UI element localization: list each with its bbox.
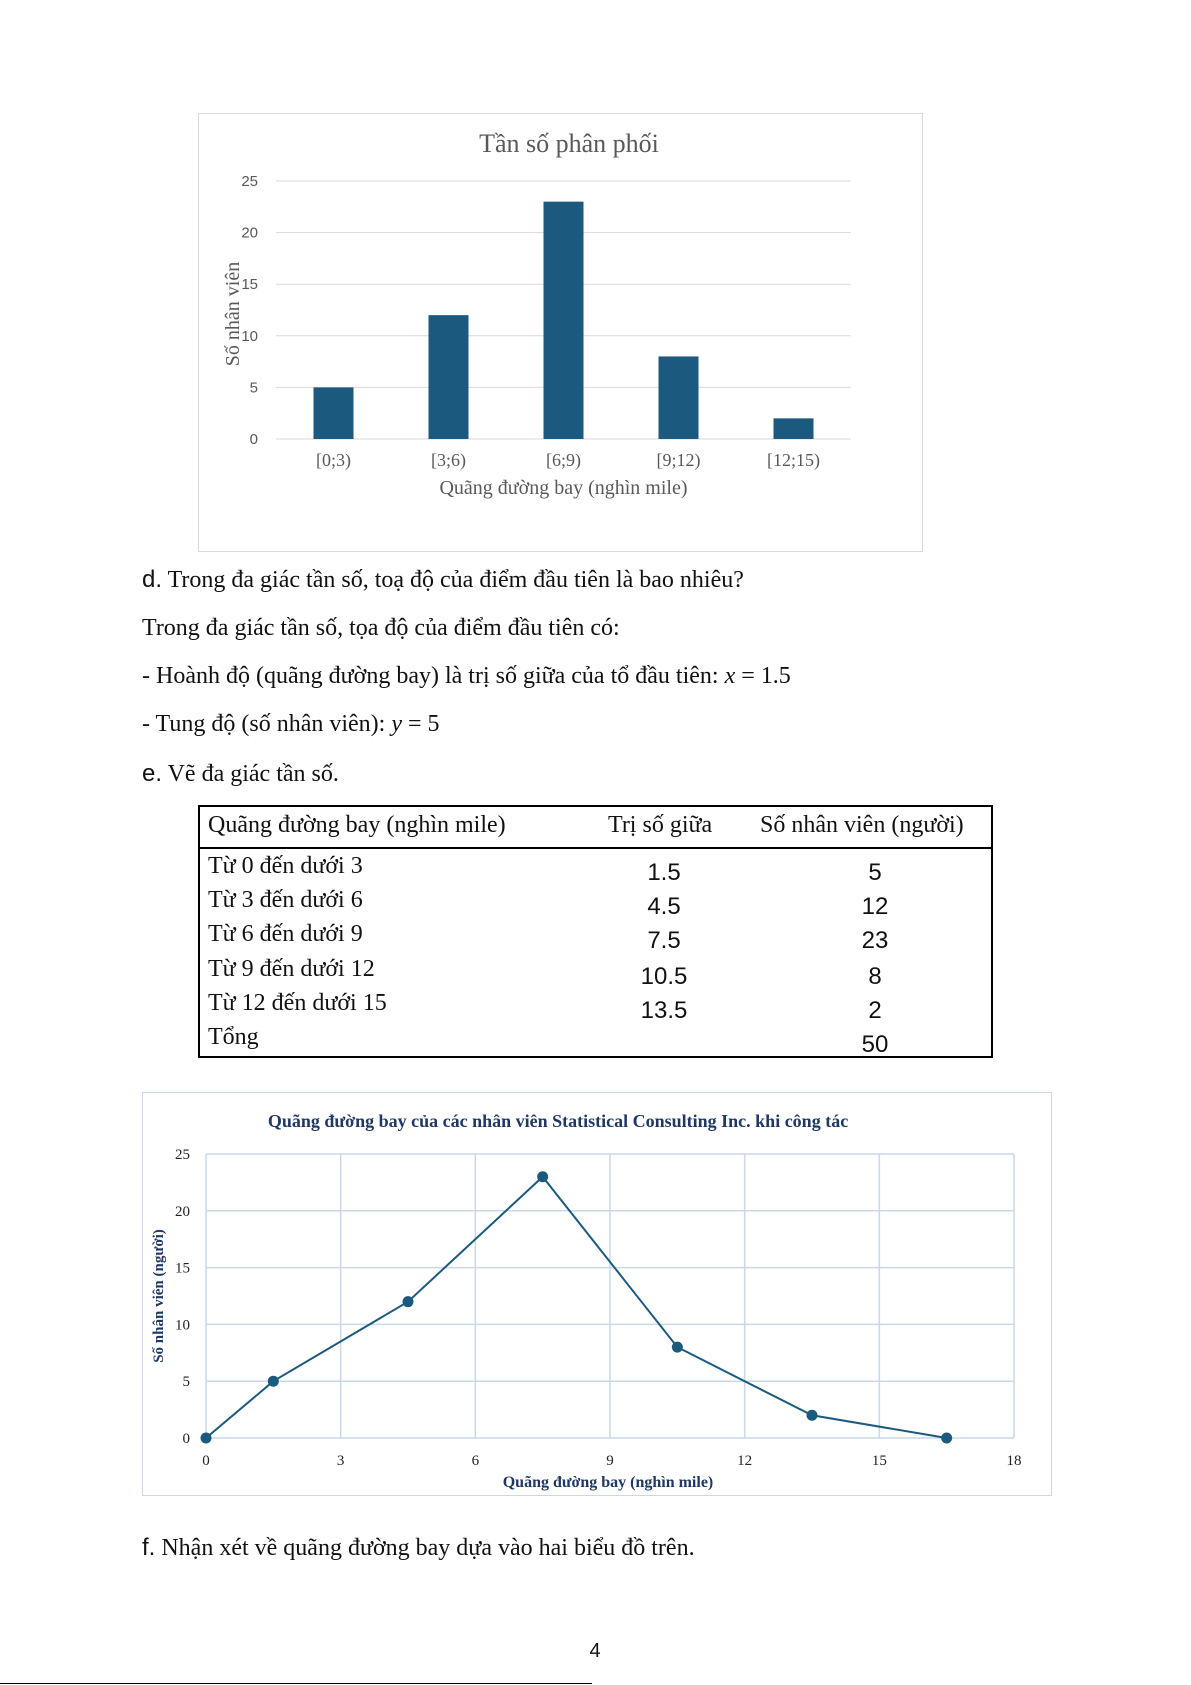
- question-d-text: Trong đa giác tần số, toạ độ của điểm đầu tiên là bao nhiêu?: [167, 567, 744, 593]
- table-header-count: Số nhân viên (người): [760, 812, 964, 838]
- frequency-polygon-chart: [142, 1092, 1052, 1496]
- x-tick-label: [0;3): [316, 450, 351, 470]
- table-header-row: [200, 807, 991, 849]
- table-cell-total-label: Tổng: [208, 1024, 259, 1050]
- table-cell-count: 12: [861, 893, 889, 920]
- data-point: [201, 1433, 212, 1444]
- x-tick-label: 9: [606, 1453, 614, 1469]
- bar: [314, 387, 354, 439]
- table-cell-count: 5: [868, 859, 882, 886]
- data-point: [268, 1376, 279, 1387]
- question-e-text: Vẽ đa giác tần số.: [167, 761, 339, 787]
- y-tick-label: 20: [241, 224, 258, 242]
- x-tick-label: [9;12): [656, 450, 701, 470]
- answer-x-text: - Hoành độ (quãng đường bay) là trị số giữa của tổ đầu tiên:: [142, 663, 725, 689]
- x-tick-label: 18: [1006, 1453, 1022, 1469]
- question-e: [142, 759, 339, 789]
- chart-title: Quãng đường bay của các nhân viên Statistical Consulting Inc. khi công tác: [267, 1111, 849, 1131]
- x-tick-label: 15: [871, 1453, 887, 1469]
- answer-y-value: = 5: [402, 711, 440, 737]
- x-tick-label: 3: [336, 1453, 345, 1469]
- y-tick-label: 5: [249, 379, 258, 397]
- y-tick-label: 10: [175, 1317, 190, 1334]
- x-tick-label: 0: [202, 1453, 210, 1469]
- table-cell-count: 8: [868, 963, 882, 990]
- line-chart-svg: [143, 1093, 1051, 1495]
- table-header-distance: Quãng đường bay (nghìn mile): [208, 812, 506, 838]
- y-tick-label: 10: [241, 327, 258, 345]
- table-cell-count: 23: [861, 927, 889, 954]
- answer-intro: Trong đa giác tần số, tọa độ của điểm đầu tiên có:: [142, 615, 620, 641]
- chart-title: Tần số phân phối: [479, 129, 659, 158]
- table-cell-interval: Từ 12 đến dưới 15: [208, 990, 387, 1016]
- data-point: [537, 1171, 548, 1182]
- y-axis-title: Số nhân viên: [222, 261, 244, 367]
- page-number: 4: [589, 1640, 601, 1662]
- bar: [659, 356, 699, 439]
- bar: [774, 418, 814, 439]
- table-cell-interval: Từ 0 đến dưới 3: [208, 853, 363, 879]
- data-point: [807, 1410, 818, 1421]
- y-tick-label: 0: [182, 1431, 190, 1447]
- x-axis-title: Quãng đường bay (nghìn mile): [439, 477, 688, 499]
- question-d-label: d.: [142, 566, 163, 593]
- answer-x-value: = 1.5: [735, 663, 791, 689]
- x-tick-label: [6;9): [546, 450, 581, 470]
- data-point: [403, 1296, 414, 1307]
- table-cell-interval: Từ 6 đến dưới 9: [208, 921, 363, 947]
- table-cell-interval: Từ 3 đến dưới 6: [208, 887, 363, 913]
- y-axis-title: Số nhân viên (người): [151, 1229, 167, 1363]
- table-cell-count: 2: [868, 997, 882, 1024]
- table-cell-midpoint: 1.5: [647, 859, 681, 886]
- bar: [544, 202, 584, 439]
- table-cell-midpoint: 13.5: [640, 997, 688, 1024]
- question-d: [142, 565, 744, 595]
- y-tick-label: 25: [175, 1147, 190, 1163]
- table-cell-midpoint: 7.5: [647, 927, 681, 954]
- data-point: [941, 1433, 952, 1444]
- answer-y-text: - Tung độ (số nhân viên):: [142, 711, 392, 737]
- y-tick-label: 5: [182, 1374, 190, 1391]
- frequency-bar-chart: [198, 113, 923, 552]
- series-line: [206, 1177, 947, 1438]
- answer-x-line: [142, 661, 791, 691]
- table-cell-midpoint: 10.5: [640, 963, 688, 990]
- y-tick-label: 15: [241, 276, 258, 294]
- x-tick-label: [3;6): [431, 450, 466, 470]
- table-header-midpoint: Trị số giữa: [608, 812, 713, 838]
- question-f-text: Nhận xét về quãng đường bay dựa vào hai biểu đồ trên.: [161, 1535, 695, 1561]
- data-point: [672, 1342, 683, 1353]
- question-f-label: f.: [142, 1534, 156, 1561]
- table-cell-interval: Từ 9 đến dưới 12: [208, 956, 375, 982]
- x-tick-label: 6: [471, 1453, 480, 1469]
- y-tick-label: 15: [175, 1260, 190, 1277]
- y-tick-label: 0: [249, 431, 258, 448]
- answer-x-var: x: [724, 663, 736, 689]
- y-tick-label: 25: [241, 173, 258, 190]
- table-cell-midpoint: 4.5: [647, 893, 681, 920]
- x-tick-label: [12;15): [767, 450, 820, 470]
- x-axis-title: Quãng đường bay (nghìn mile): [502, 1474, 714, 1491]
- bar: [429, 315, 469, 439]
- y-tick-label: 20: [175, 1203, 190, 1220]
- frequency-table: [198, 805, 993, 1058]
- x-tick-label: 12: [737, 1453, 753, 1469]
- bar-chart-svg: [199, 114, 922, 551]
- question-f: [142, 1533, 695, 1563]
- answer-y-var: y: [391, 711, 402, 737]
- answer-y-line: [142, 709, 440, 739]
- question-e-label: e.: [142, 760, 163, 787]
- table-cell-total: 50: [861, 1031, 889, 1058]
- footnote-divider: [0, 1683, 592, 1684]
